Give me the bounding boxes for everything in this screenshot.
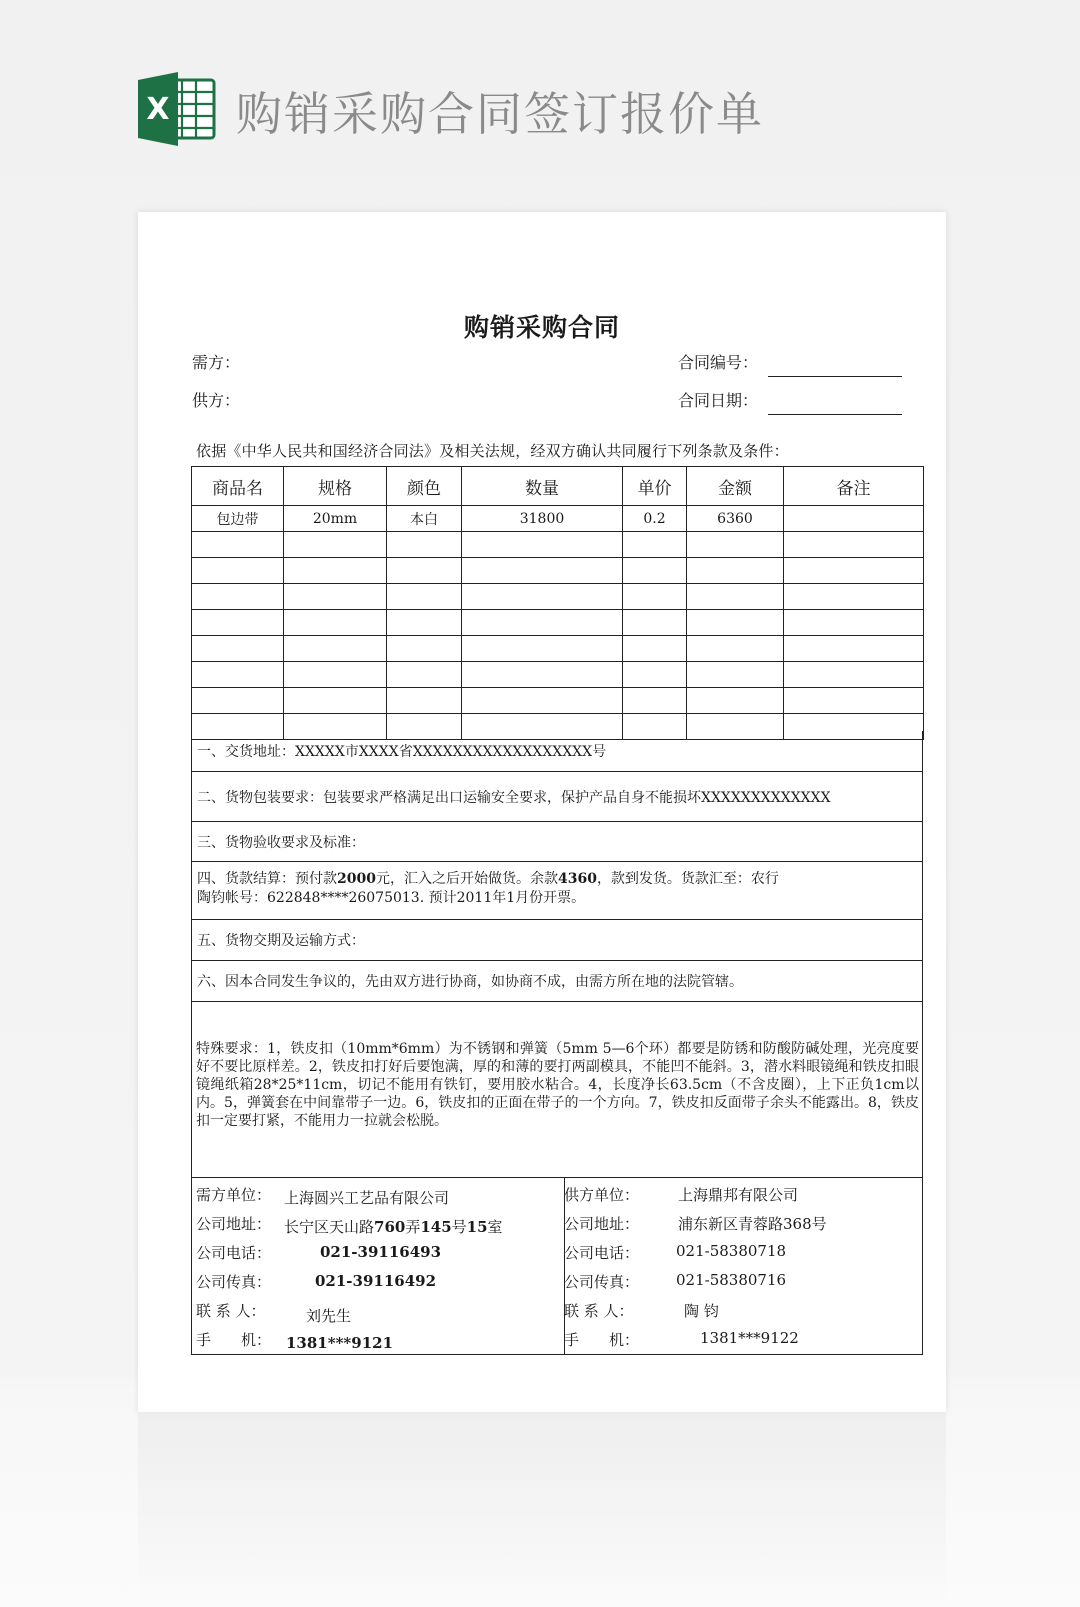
table-cell[interactable]	[623, 558, 687, 584]
supplier-unit-label: 供方单位：	[564, 1186, 640, 1204]
clause-text: 三、货物验收要求及标准：	[197, 834, 365, 851]
table-cell[interactable]: 本白	[387, 506, 462, 532]
table-cell[interactable]	[192, 662, 284, 688]
table-cell[interactable]	[784, 558, 924, 584]
column-header: 金额	[687, 467, 784, 506]
table-cell[interactable]	[462, 558, 623, 584]
table-cell[interactable]	[192, 558, 284, 584]
table-cell[interactable]	[284, 662, 387, 688]
clause-text: 五、货物交期及运输方式：	[197, 933, 365, 949]
column-header: 颜色	[387, 467, 462, 506]
special-text: 特殊要求：1，铁皮扣（10mm*6mm）为不锈钢和弹簧（5mm 5—6个环）都要是防锈和防酸防碱处理，光亮度要好不要比原样差。2，铁皮扣打好后要饱满，厚的和薄的要打两副模具，不能凹不能斜。3，潜水料眼镜绳和铁皮扣眼镜绳纸箱28*25*11cm，切记不能用有铁钉，要用胶水粘合。4，长度净长63.5cm（不含皮圈），上下正负1cm以内。5，弹簧套在中间靠带子一边。6，铁皮扣的正面在带子的一个方向。7，铁皮扣反面带子余头不能露出。8，铁皮扣一定要打紧，不能用力一拉就会松脱。	[196, 1041, 919, 1129]
table-cell[interactable]	[687, 636, 784, 662]
clause-delivery-address	[191, 731, 923, 772]
table-cell[interactable]	[784, 506, 924, 532]
table-cell[interactable]: 0.2	[623, 506, 687, 532]
table-cell[interactable]	[784, 662, 924, 688]
contract-no-field[interactable]	[768, 376, 902, 377]
table-cell[interactable]	[192, 584, 284, 610]
table-cell[interactable]	[284, 532, 387, 558]
buyer-fax-label: 公司传真：	[196, 1273, 272, 1291]
table-cell[interactable]	[284, 584, 387, 610]
column-header: 备注	[784, 467, 924, 506]
table-header-row	[192, 467, 924, 506]
buyer-mobile-label: 手 机：	[196, 1331, 272, 1349]
table-cell[interactable]	[687, 662, 784, 688]
table-cell[interactable]	[462, 662, 623, 688]
table-cell[interactable]	[623, 584, 687, 610]
supplier-phone-label: 公司电话：	[564, 1244, 640, 1262]
supplier-mobile-label: 手 机：	[564, 1331, 640, 1349]
buyer-addr-label: 公司地址：	[196, 1215, 272, 1233]
supplier-phone: 021-58380718	[676, 1242, 787, 1260]
table-cell[interactable]	[462, 610, 623, 636]
contract-date-field[interactable]	[768, 414, 902, 415]
table-cell[interactable]	[687, 532, 784, 558]
clause-payment	[191, 862, 923, 920]
column-header: 单价	[623, 467, 687, 506]
clause-acceptance	[191, 822, 923, 862]
table-cell[interactable]: 20mm	[284, 506, 387, 532]
clause-text: 一、交货地址：XXXXX市XXXX省XXXXXXXXXXXXXXXXXX号	[197, 744, 607, 760]
table-cell[interactable]	[387, 532, 462, 558]
payment-line-2: 陶钧帐号：622848****26075013. 预计2011年1月份开票。	[197, 890, 586, 906]
contract-sheet	[138, 212, 946, 1412]
legal-basis-text: 依据《中华人民共和国经济合同法》及相关法规，经双方确认共同履行下列条款及条件：	[196, 442, 789, 460]
table-cell[interactable]	[623, 688, 687, 714]
clause-text: 二、货物包装要求：包装要求严格满足出口运输安全要求，保护产品自身不能损坏XXXXXXXXXXXXX	[197, 789, 831, 806]
payment-line-1: 四、货款结算：预付款2000元，汇入之后开始做货。余款4360，款到发货。货款汇至：农行	[197, 871, 779, 887]
document-title: 购销采购合同	[463, 313, 620, 342]
table-cell[interactable]	[784, 636, 924, 662]
excel-icon-letter: X	[146, 92, 170, 127]
table-row	[192, 532, 924, 558]
buyer-unit-label: 需方单位：	[196, 1186, 272, 1204]
column-header: 数量	[462, 467, 623, 506]
column-header: 商品名	[192, 467, 284, 506]
table-row	[192, 662, 924, 688]
table-cell[interactable]	[284, 558, 387, 584]
table-cell[interactable]	[784, 688, 924, 714]
table-cell[interactable]: 包边带	[192, 506, 284, 532]
table-cell[interactable]	[192, 610, 284, 636]
table-cell[interactable]	[387, 610, 462, 636]
buyer-contact: 刘先生	[306, 1307, 352, 1325]
table-row	[192, 636, 924, 662]
clause-text: 六、因本合同发生争议的，先由双方进行协商，如协商不成，由需方所在地的法院管辖。	[197, 974, 743, 990]
buyer-label: 需方：	[192, 353, 241, 372]
table-cell[interactable]	[623, 610, 687, 636]
table-cell[interactable]	[623, 662, 687, 688]
buyer-contact-label: 联 系 人：	[196, 1302, 266, 1320]
table-cell[interactable]: 31800	[462, 506, 623, 532]
table-cell[interactable]	[284, 636, 387, 662]
table-cell[interactable]	[784, 584, 924, 610]
table-cell[interactable]: 6360	[687, 506, 784, 532]
table-cell[interactable]	[387, 584, 462, 610]
table-cell[interactable]	[687, 688, 784, 714]
clause-packaging	[191, 772, 923, 822]
supplier-unit: 上海鼎邦有限公司	[678, 1186, 799, 1204]
supplier-mobile: 1381***9122	[700, 1329, 799, 1347]
table-row	[192, 688, 924, 714]
supplier-fax: 021-58380716	[676, 1271, 787, 1289]
table-cell[interactable]	[284, 688, 387, 714]
excel-icon	[138, 72, 216, 146]
sheet-reflection	[138, 1412, 946, 1607]
items-table	[191, 466, 924, 740]
clause-delivery-terms	[191, 920, 923, 961]
table-cell[interactable]	[623, 636, 687, 662]
table-cell[interactable]	[192, 532, 284, 558]
buyer-phone-label: 公司电话：	[196, 1244, 272, 1262]
page-title: 购销采购合同签订报价单	[236, 87, 764, 141]
table-cell[interactable]	[387, 558, 462, 584]
table-cell[interactable]	[623, 532, 687, 558]
supplier-contact: 陶 钧	[684, 1302, 719, 1320]
table-cell[interactable]	[192, 688, 284, 714]
supplier-contact-label: 联 系 人：	[564, 1302, 634, 1320]
table-cell[interactable]	[687, 610, 784, 636]
special-requirements	[191, 1002, 923, 1178]
table-row	[192, 584, 924, 610]
table-cell[interactable]	[462, 532, 623, 558]
column-header: 规格	[284, 467, 387, 506]
header	[138, 70, 1038, 146]
table-cell[interactable]	[462, 636, 623, 662]
supplier-label: 供方：	[192, 391, 241, 410]
table-cell[interactable]	[462, 688, 623, 714]
buyer-addr: 长宁区天山路760弄145号15室	[284, 1218, 503, 1236]
supplier-addr: 浦东新区青蓉路368号	[678, 1215, 827, 1233]
table-cell[interactable]	[784, 610, 924, 636]
buyer-phone: 021-39116493	[320, 1243, 442, 1261]
buyer-mobile: 1381***9121	[286, 1334, 394, 1352]
table-row	[192, 506, 924, 532]
supplier-addr-label: 公司地址：	[564, 1215, 640, 1233]
table-cell[interactable]	[387, 688, 462, 714]
table-row	[192, 610, 924, 636]
table-cell[interactable]	[387, 636, 462, 662]
table-cell[interactable]	[284, 610, 387, 636]
table-row	[192, 558, 924, 584]
supplier-fax-label: 公司传真：	[564, 1273, 640, 1291]
table-cell[interactable]	[192, 636, 284, 662]
table-cell[interactable]	[462, 584, 623, 610]
table-cell[interactable]	[784, 532, 924, 558]
contract-no-label: 合同编号：	[678, 353, 759, 372]
buyer-fax: 021-39116492	[315, 1272, 437, 1290]
buyer-unit: 上海圆兴工艺品有限公司	[284, 1189, 450, 1207]
table-cell[interactable]	[687, 558, 784, 584]
table-cell[interactable]	[387, 662, 462, 688]
clause-dispute	[191, 961, 923, 1002]
table-cell[interactable]	[687, 584, 784, 610]
contract-date-label: 合同日期：	[678, 391, 759, 410]
